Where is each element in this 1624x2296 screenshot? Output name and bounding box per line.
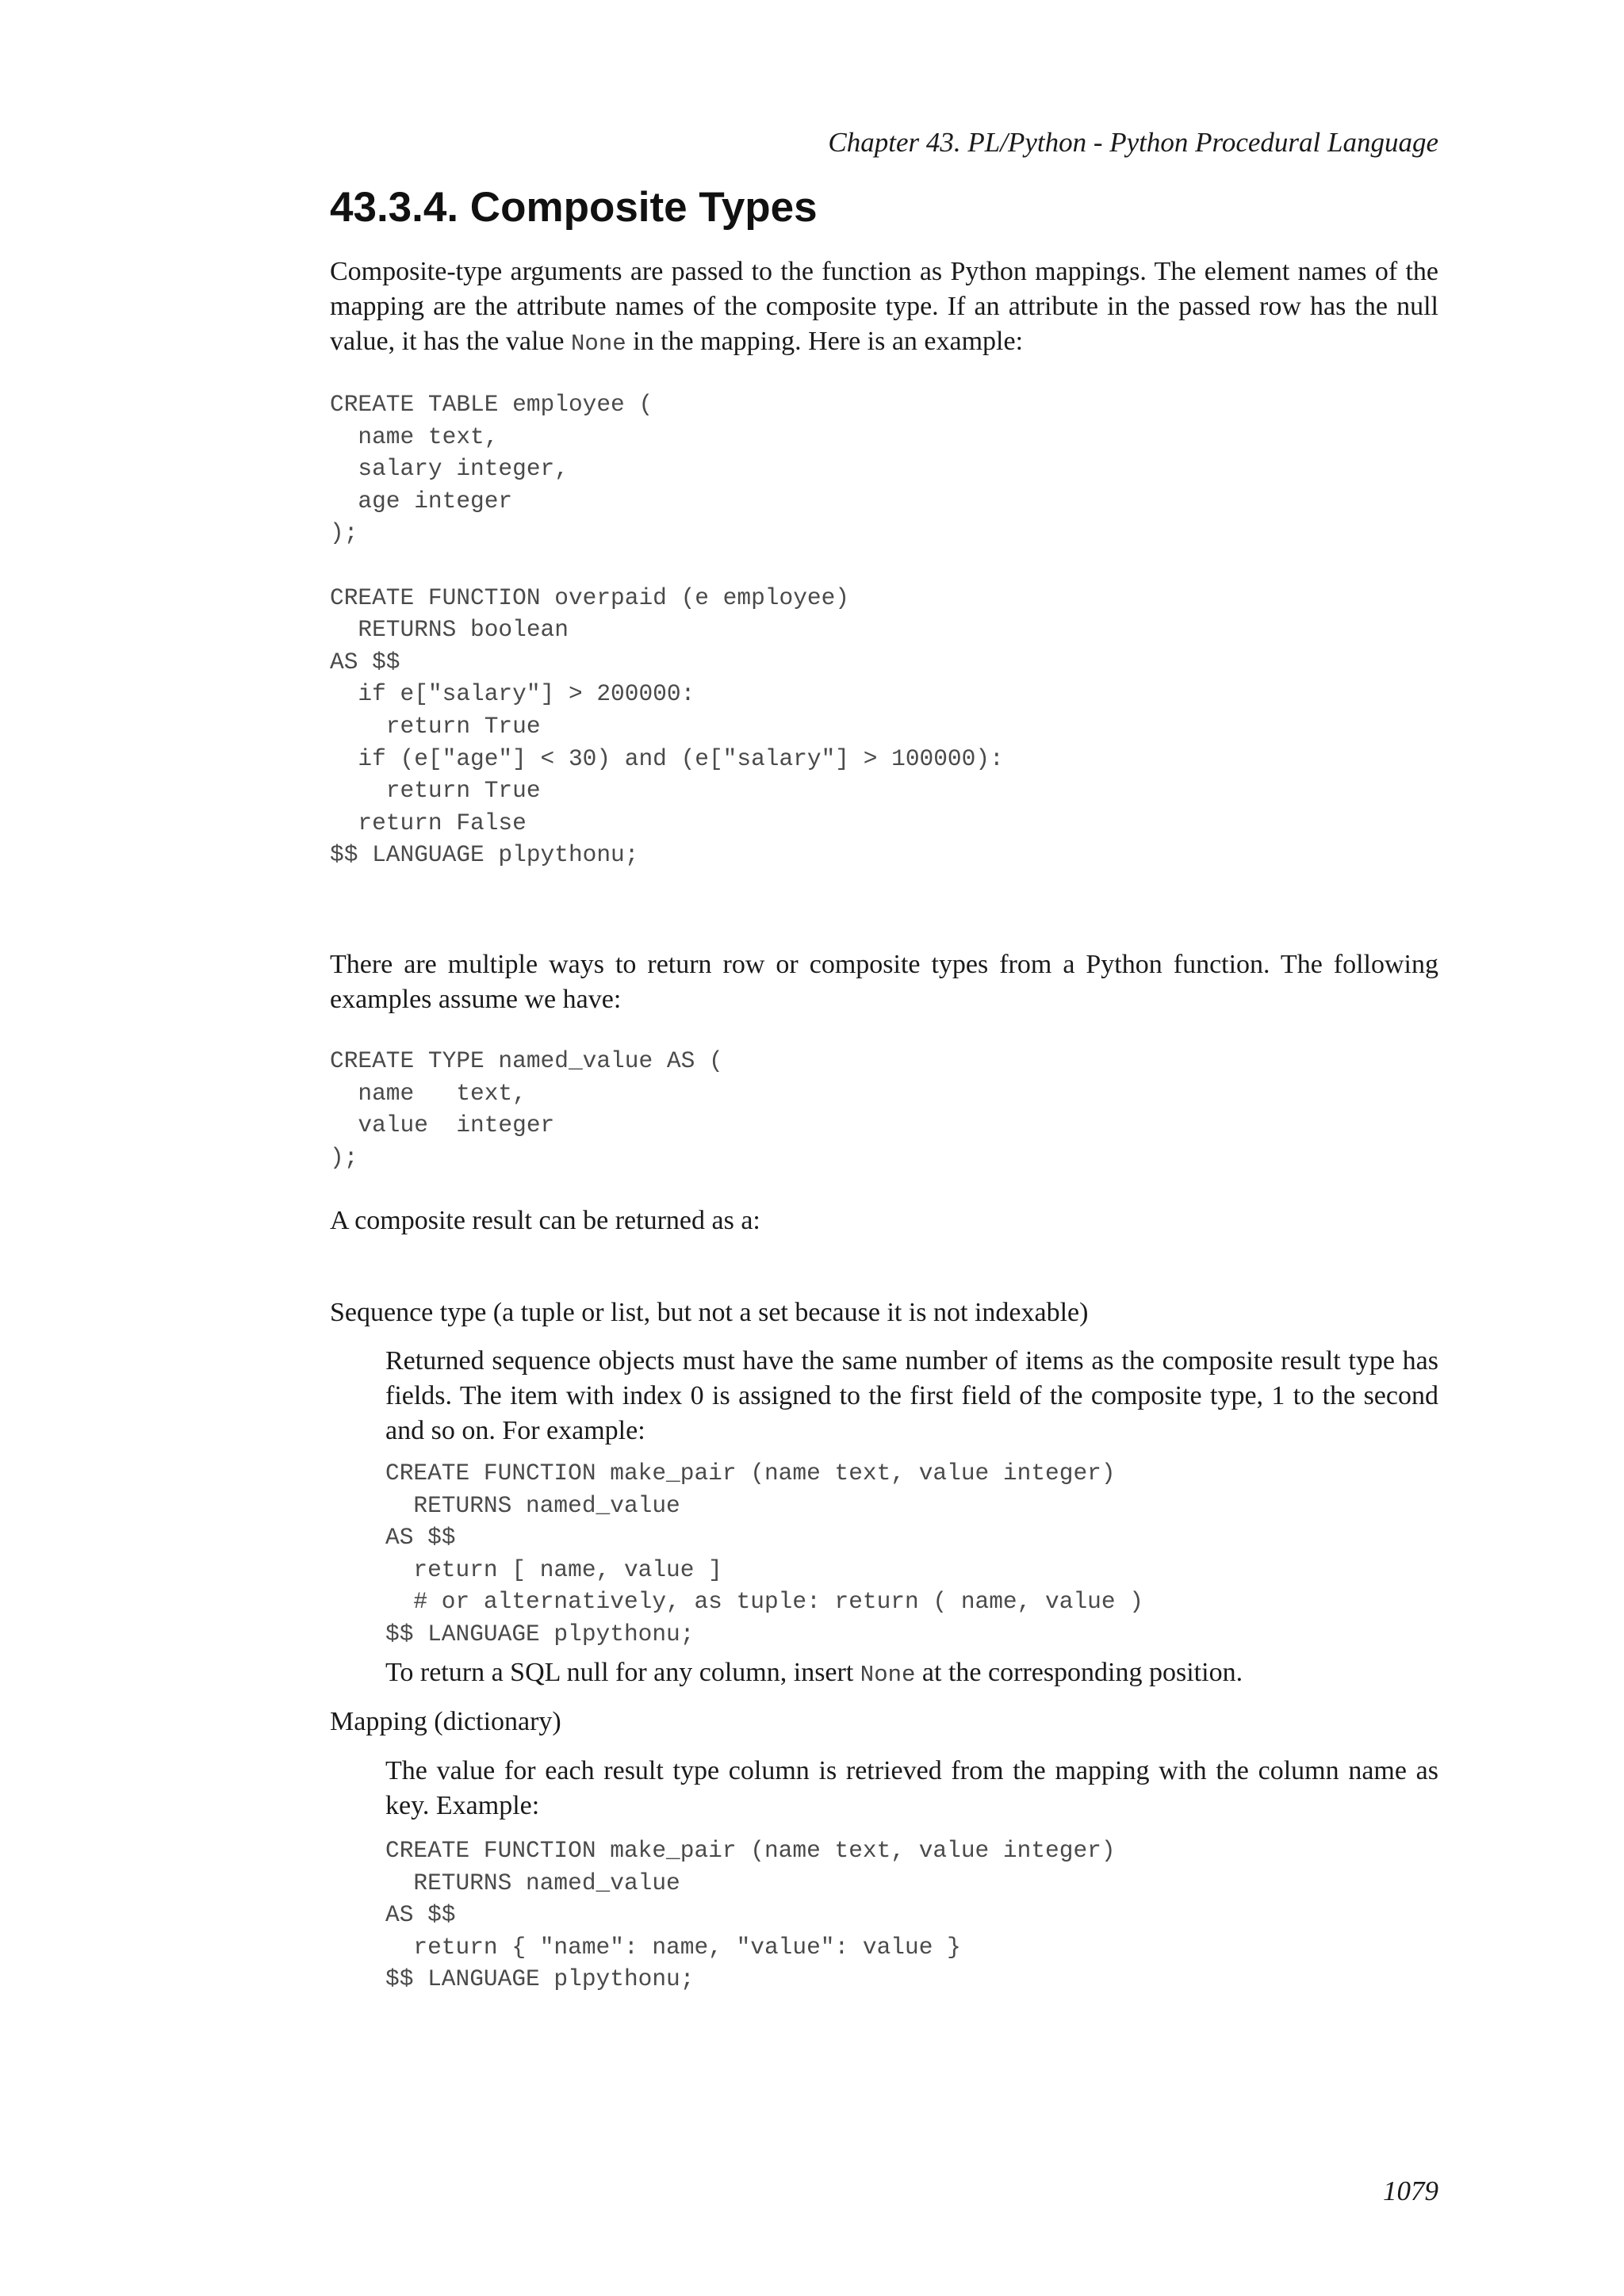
code-block-make-pair-sequence: CREATE FUNCTION make_pair (name text, value integer) RETURNS named_value AS $$ return [ name, value ] # or alternatively, as tuple: return ( name, value ) $$ LANGUAGE plpythonu; (385, 1460, 1143, 1647)
null-note-text-start: To return a SQL null for any column, insert (385, 1658, 860, 1687)
document-page (330, 0, 1438, 2296)
page-number: 1079 (1383, 2175, 1438, 2206)
intro-text-end: in the mapping. Here is an example: (626, 327, 1024, 356)
return-ways-paragraph: There are multiple ways to return row or composite types from a Python function. The following examples assume we have: (330, 950, 1438, 1014)
term-sequence-type: Sequence type (a tuple or list, but not a set because it is not indexable) (330, 1298, 1089, 1327)
inline-code-none: None (571, 331, 626, 357)
null-note-text-end: at the corresponding position. (915, 1658, 1243, 1687)
code-block-named-value: CREATE TYPE named_value AS ( name text, value integer ); (330, 1047, 723, 1171)
running-header: Chapter 43. PL/Python - Python Procedural Language (828, 127, 1438, 158)
code-block-employee-overpaid: CREATE TABLE employee ( name text, salary integer, age integer ); CREATE FUNCTION overpaid (e employee) RETURNS boolean AS $$ if e["salary"] > 200000: return True if (e["age"] < 30) and (e["salary"] > 100000): return True return False $$ LANGUAGE plpythonu; (330, 391, 1004, 869)
intro-paragraph (330, 254, 1438, 362)
section-title: 43.3.4. Composite Types (330, 184, 818, 231)
sequence-type-description: Returned sequence objects must have the same number of items as the composite result type has fields. The item with index 0 is assigned to the first field of the composite type, 1 to the second and so on. For example: (385, 1346, 1438, 1445)
code-block-make-pair-mapping: CREATE FUNCTION make_pair (name text, value integer) RETURNS named_value AS $$ return { "name": name, "value": value } $$ LANGUAGE plpythonu; (385, 1837, 1116, 1993)
mapping-description: The value for each result type column is retrieved from the mapping with the column name as key. Example: (385, 1756, 1438, 1820)
composite-result-intro: A composite result can be returned as a: (330, 1206, 760, 1235)
term-mapping: Mapping (dictionary) (330, 1707, 561, 1736)
sequence-null-note (385, 1655, 1438, 1693)
inline-code-none: None (860, 1662, 916, 1688)
intro-text-start: Composite-type arguments are passed to the function as Python mappings. The element names of the mapping are the attribute names of the composite type. If an attribute in the passed row has the null value, it has the value (330, 257, 1438, 356)
